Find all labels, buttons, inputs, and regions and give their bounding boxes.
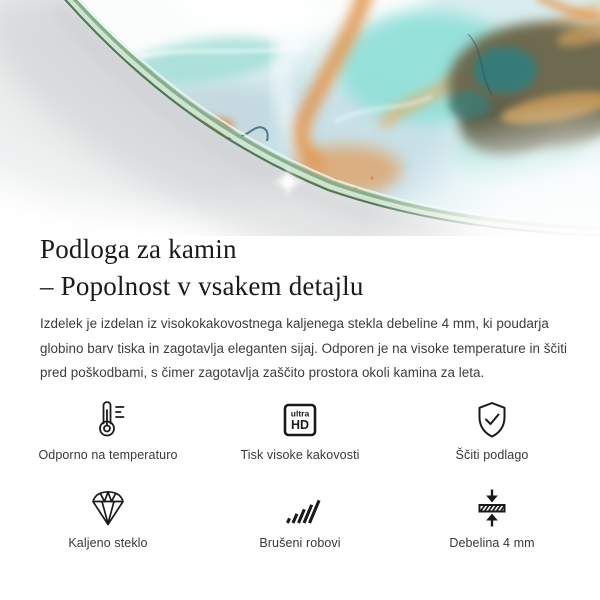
feature-label: Kaljeno steklo (68, 536, 148, 550)
shield-check-icon (470, 394, 514, 446)
thermometer-icon (86, 394, 130, 446)
feature-print-quality (204, 394, 396, 470)
diamond-icon (86, 482, 130, 534)
bevel-edges-icon (278, 482, 322, 534)
page-title-line2: – Popolnost v vsakem detajlu (40, 271, 364, 301)
ultra-hd-icon (278, 394, 322, 446)
feature-label: Odporno na temperaturo (38, 448, 178, 462)
feature-label: Tisk visoke kakovosti (240, 448, 360, 462)
feature-tempered-glass (12, 482, 204, 558)
svg-text:ultra: ultra (290, 408, 310, 419)
page-title-line1: Podloga za kamin (40, 234, 237, 264)
feature-protects-surface (396, 394, 588, 470)
feature-polished-edges (204, 482, 396, 558)
product-description: Izdelek je izdelan iz visokokakovostnega kaljenega stekla debeline 4 mm, ki poudarja globino barv tiska in zagotavlja eleganten sijaj. Odporen je na visoke temperature in ščiti pred poškodbami, s čimer zagotavlja zaščito prostora okoli kamina za leta. (40, 316, 568, 380)
thickness-icon (470, 482, 514, 534)
hero-image (0, 0, 600, 236)
page-title (40, 231, 364, 305)
feature-label: Debelina 4 mm (449, 536, 535, 550)
svg-text:HD: HD (290, 418, 310, 432)
feature-thickness (396, 482, 588, 558)
feature-temperature-resistant (12, 394, 204, 470)
features-grid (12, 394, 588, 558)
feature-label: Ščiti podlago (455, 448, 529, 462)
feature-label: Brušeni robovi (259, 536, 341, 550)
